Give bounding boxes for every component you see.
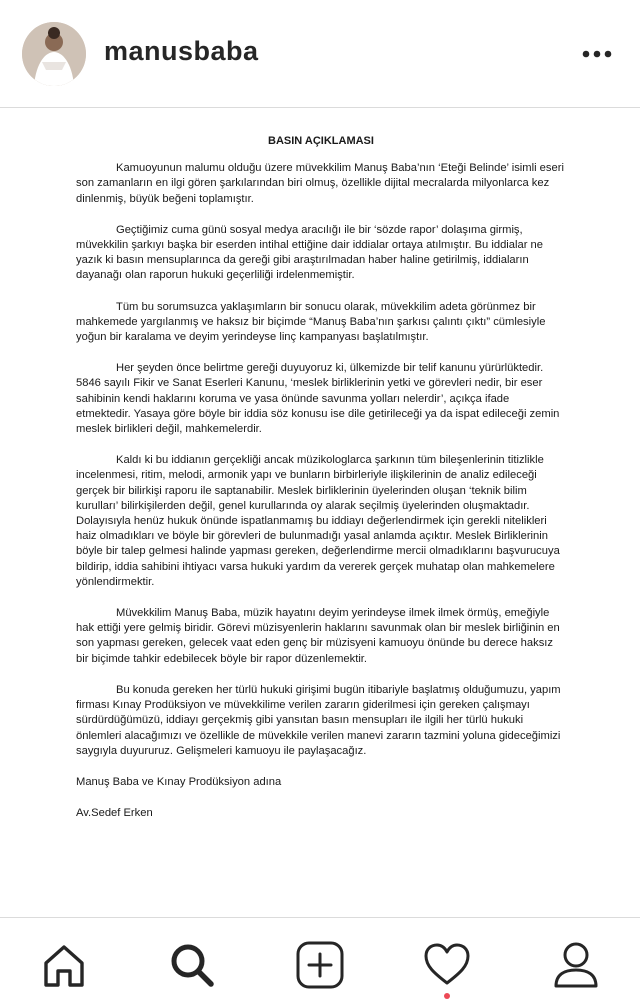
nav-activity-button[interactable]	[422, 940, 472, 990]
post-header	[0, 0, 640, 108]
activity-heart-icon	[422, 940, 472, 990]
paragraph: Her şeyden önce belirtme gereği duyuyoruz ki, ülkemizde bir telif kanunu yürürlüktedir. 5846 sayılı Fikir ve Sanat Eserleri Kanunu, ‘meslek birliklerinin yetki ve görevleri nedir, bir eser sahibinin kendi haklarını koruma ve yasa önünde savunma yolları nelerdir’, açıkça ifade etmektedir. Yasaya göre böyle bir iddia söz konusu ise dile getirileceği ya da ispat edileceği zemin meslek birlikleri değil, mahkemelerdir.	[76, 362, 560, 436]
paragraph: Kamuoyunun malumu olduğu üzere müvekkilim Manuş Baba’nın ‘Eteği Belinde’ isimli eseri son zamanların en ilgi gören şarkılarından biri olmuş, özellikle dijital mecralarda milyonlarca kez dinlenmiş, büyük beğeni toplamıştır.	[76, 162, 564, 205]
closing-line: Manuş Baba ve Kınay Prodüksiyon adına	[76, 775, 282, 788]
document-title: BASIN AÇIKLAMASI	[268, 135, 374, 147]
avatar[interactable]	[22, 22, 86, 86]
home-icon	[40, 941, 88, 989]
press-release	[76, 109, 566, 837]
nav-profile-button[interactable]	[551, 940, 601, 990]
profile-icon	[551, 940, 601, 990]
notification-dot	[444, 993, 450, 999]
signature: Av.Sedef Erken	[76, 807, 153, 820]
nav-home-button[interactable]	[39, 940, 89, 990]
nav-search-button[interactable]	[167, 940, 217, 990]
paragraph: Kaldı ki bu iddianın gerçekliği ancak müzikologlarca şarkının tüm bileşenlerinin titizlikle incelenmesi, ritim, melodi, armonik yapı ve bunların birbirleriyle ilişkilerinin de analiz edileceği gerçek bir bilirkişi raporu ile saptanabilir. Meslek birliklerinin üyelerinden oluşan ‘teknik bilim kurulları’ bilirkişilerden değil, genel kurullarında oy alarak seçilmiş üyelerinden oluşmaktadır. Dolayısıyla henüz hukuk önünde ispatlanmamış bu iddiayı değerlendirmek için gerekli nitelikleri haiz olmadıkları ve böyle bir görevleri de bulunmadığı yasal anlamda açıktır. Meslek Birliklerinin böyle bir talep gelmesi halinde yapması gereken, değerlendirme mercii olmadıklarını başvurucuya bildirip, iddia sahibini ihtiyacı varsa hukuki yardım da vererek gerçek muhatap olan mahkemelere yönlendirmektir.	[76, 454, 560, 588]
more-horizontal-icon	[580, 44, 616, 64]
more-options-button[interactable]	[580, 44, 616, 64]
paragraph: Geçtiğimiz cuma günü sosyal medya aracılığı ile bir ‘sözde rapor’ dolaşıma girmiş, müvekkilin şarkıyı başka bir eserden intihal ettiğine dair iddialar ortaya atılmıştır. Bu iddialar ne yazık ki basın mensuplarınca da gereği gibi araştırılmadan haber haline getirilmiş, iddiaların dayanağı olan raporun hukuki geçerliliği irdelenmemiştir.	[76, 223, 543, 282]
username[interactable]: manusbaba	[104, 36, 259, 66]
post-image-document	[0, 109, 640, 917]
paragraph: Bu konuda gereken her türlü hukuki girişimi bugün itibariyle başlatmış olduğumuzu, yapım firması Kınay Prodüksiyon ve müvekkilime verilen zararın giderilmesi için gereken çalışmayı sürdürdüğümüzü, iddiayı gerçekmiş gibi yansıtan basın mensupları ile ilgili her türlü hukuki önlemleri alacağımızı ve özellikle de müvekkile verilen manevi zararın tazmini yoluna gideceğimizi saygıyla duyururuz. Gelişmeleri kamuoyu ile paylaşacağız.	[76, 683, 561, 757]
search-icon	[168, 941, 216, 989]
new-post-icon	[295, 940, 345, 990]
profile-photo	[22, 22, 86, 86]
nav-new-post-button[interactable]	[295, 940, 345, 990]
paragraph: Tüm bu sorumsuzca yaklaşımların bir sonucu olarak, müvekkilim adeta görünmez bir mahkemede yargılanmış ve haksız bir biçimde “Manuş Baba’nın şarkısı çalıntı çıktı” cümlesiyle yoğun bir karalama ve deyim yerindeyse linç kampanyası başlatılmıştır.	[76, 300, 546, 344]
bottom-navigation	[0, 917, 640, 1008]
paragraph: Müvekkilim Manuş Baba, müzik hayatını deyim yerindeyse ilmek ilmek örmüş, emeğiyle hak ettiği yere gelmiş biridir. Görevi müzisyenlerin haklarını savunmak olan bir meslek birliğinin en son yapması gereken, gelecek vaat eden genç bir müzisyeni kamuoyu önünde bu derece haksız bir biçimde tahkir edebilecek böyle bir rapor düzenlemektir.	[76, 607, 560, 665]
